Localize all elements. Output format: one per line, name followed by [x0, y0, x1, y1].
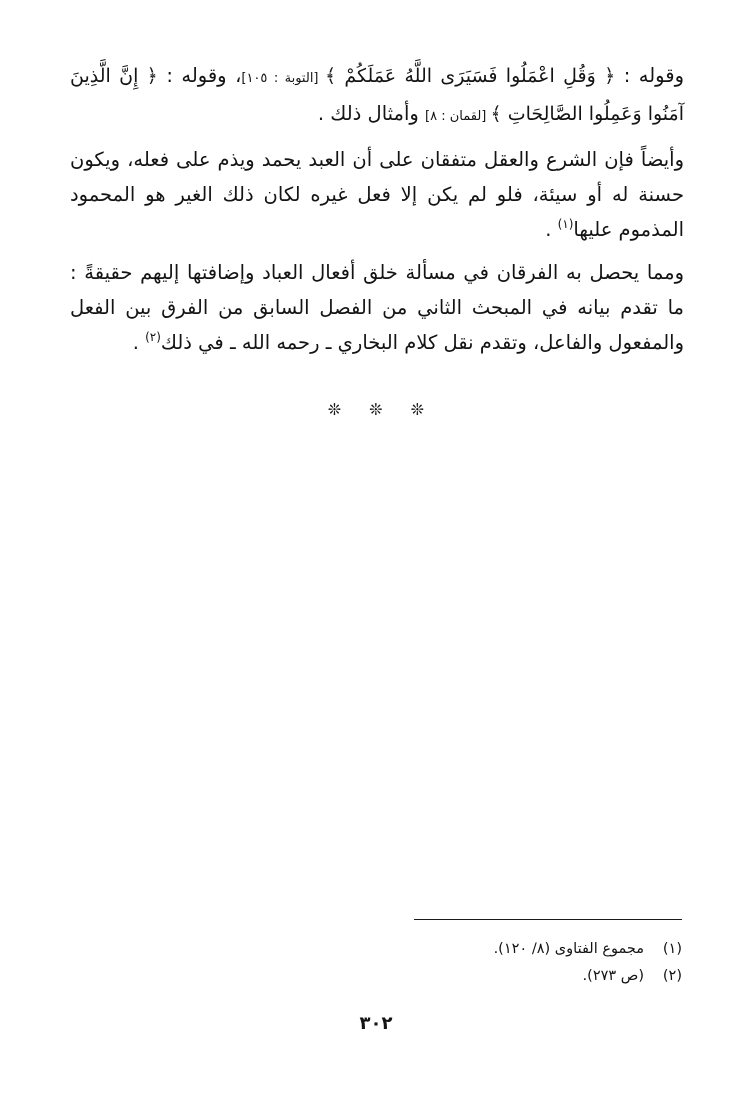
quran-quote-luqman: ﴿ إِنَّ الَّذِينَ آمَنُوا وَعَمِلُوا الصَّالِحَاتِ ﴾ — [70, 65, 684, 125]
paragraph-lead: وقوله : — [615, 64, 684, 87]
citation-luqman: [لقمان : ٨] — [425, 109, 491, 124]
footnote-text: مجموع الفتاوى (٨/ ١٢٠). — [493, 941, 644, 957]
footnote-number: (٢) — [662, 968, 682, 984]
star-ornament-icon: ❊ — [369, 400, 383, 419]
star-ornament-icon: ❊ — [327, 400, 342, 419]
paragraph-furqan — [70, 255, 684, 360]
footnote-divider — [414, 919, 682, 920]
paragraph-end: . — [545, 218, 558, 241]
star-ornament-icon: ❊ — [410, 400, 425, 419]
paragraph-end: . — [132, 331, 146, 354]
paragraph-text: ومما يحصل به الفرقان في مسألة خلق أفعال العباد وإضافتها إليهم حقيقةً : ما تقدم بيانه في المبحث الثاني من الفصل السابق من الفرق بين الفعل والمفعول والفاعل، وتقدم نقل كلام البخاري ـ رحمه الله ـ في ذلك — [70, 261, 684, 354]
footnote-ref-1[interactable]: (١) — [557, 217, 574, 231]
footnote-number: (١) — [662, 941, 682, 957]
paragraph-text: وأيضاً فإن الشرع والعقل متفقان على أن العبد يحمد ويذم على فعله، ويكون حسنة له أو سيئة، فلو لم يكن إلا فعل غيره لكان ذلك الغير هو المحمود المذموم عليها — [70, 148, 684, 241]
citation-tawbah: [التوبة : ١٠٥] — [241, 71, 325, 86]
footnote-1 — [380, 936, 682, 963]
footnote-text: (ص ٢٧٣). — [582, 968, 644, 984]
footnotes — [380, 936, 682, 990]
quran-quote-tawbah: ﴿ وَقُلِ اعْمَلُوا فَسَيَرَى اللَّهُ عَمَلَكُمْ ﴾ — [324, 65, 616, 87]
paragraph-connector: ، وقوله : — [157, 64, 242, 87]
paragraph-quran-citations — [70, 58, 684, 134]
paragraph-sharia-and-reason — [70, 142, 684, 247]
paragraph-tail: وأمثال ذلك . — [317, 102, 426, 125]
section-separator — [0, 400, 752, 419]
footnote-ref-2[interactable]: (٢) — [145, 330, 161, 344]
footnote-2 — [380, 963, 682, 990]
page-number: ٣٠٢ — [359, 1013, 393, 1034]
